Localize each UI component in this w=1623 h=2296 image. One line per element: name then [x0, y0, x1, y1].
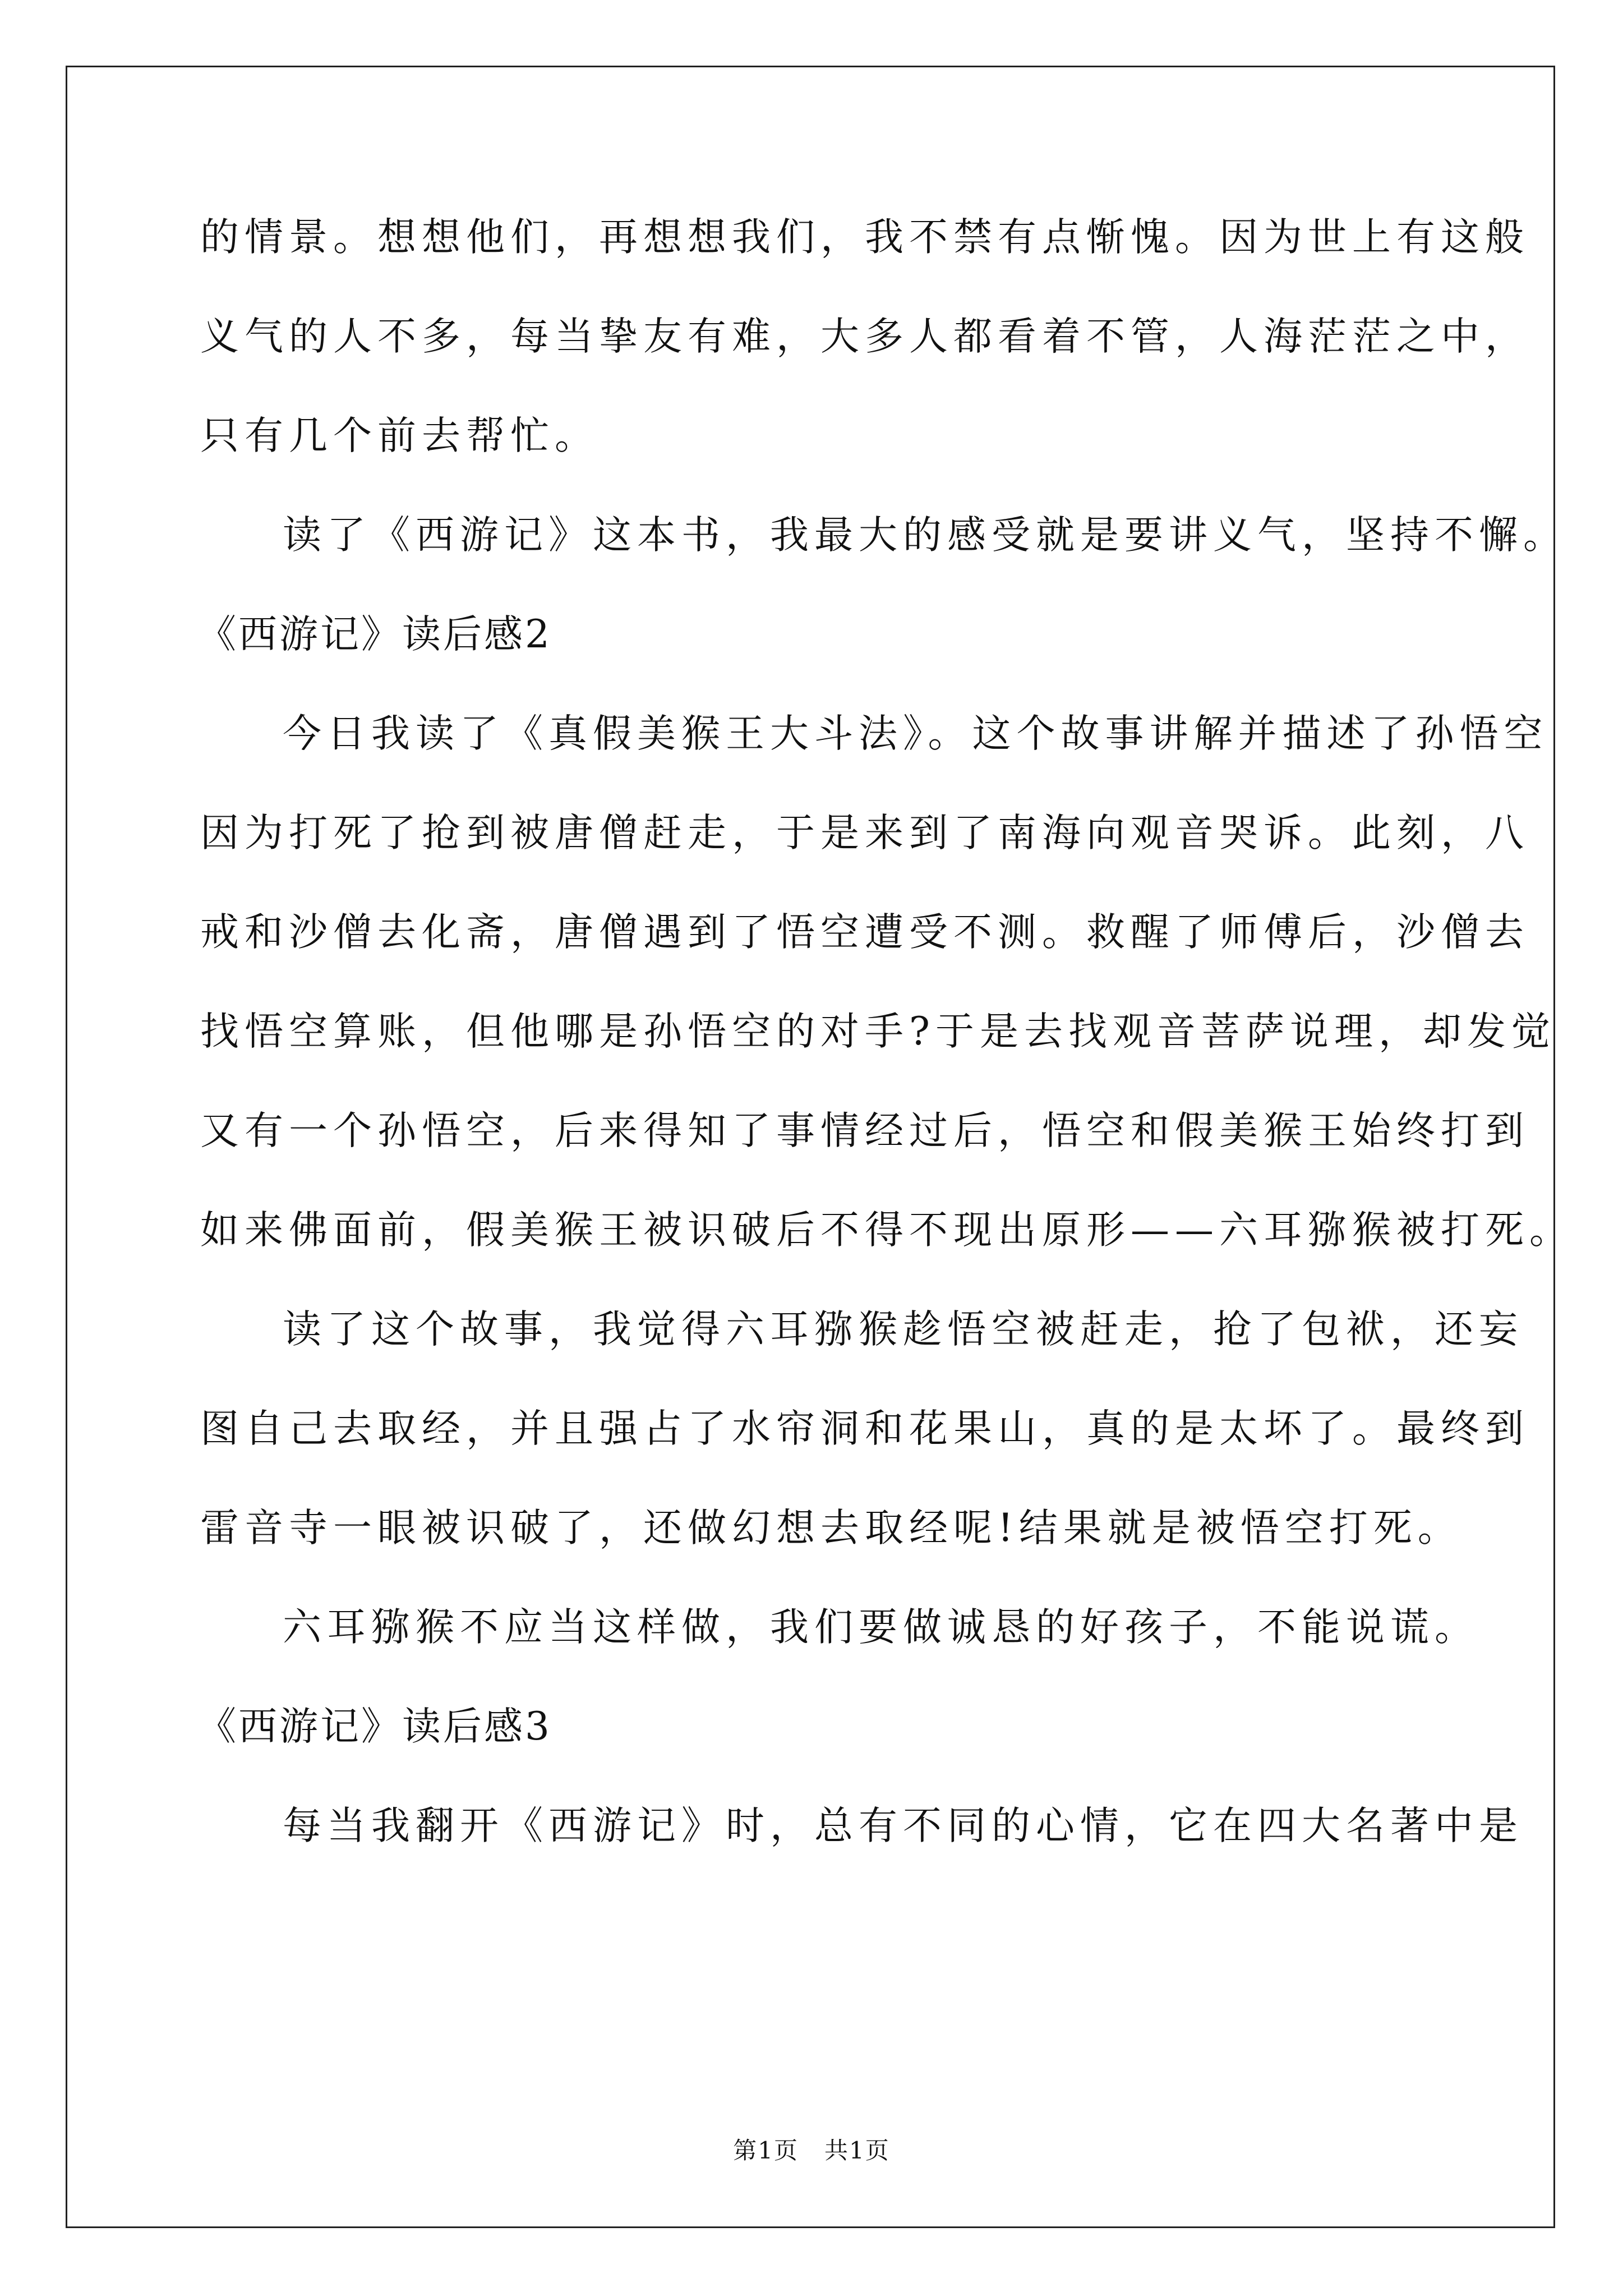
text-line-11: 如来佛面前，假美猴王被识破后不得不现出原形——六耳猕猴被打死。 — [200, 1208, 1574, 1253]
text-line-2: 义气的人不多，每当挚友有难，大多人都看着不管，人海茫茫之中， — [200, 314, 1529, 359]
page-footer: 第1页 共1页 — [733, 2137, 890, 2164]
paragraph-start-line: 读了《西游记》这本书，我最大的感受就是要讲义气，坚持不懈。 — [283, 513, 1567, 558]
paragraph-start-line: 今日我读了《真假美猴王大斗法》。这个故事讲解并描述了孙悟空 — [283, 711, 1548, 756]
text-line-14: 雷音寺一眼被识破了，还做幻想去取经呢!结果就是被悟空打死。 — [200, 1506, 1462, 1550]
section-heading-2: 《西游记》读后感2 — [197, 612, 552, 657]
text-line-13: 图自己去取经，并且强占了水帘洞和花果山，真的是太坏了。最终到 — [200, 1406, 1529, 1451]
section-heading-3: 《西游记》读后感3 — [197, 1704, 552, 1749]
paragraph-start-line: 读了这个故事，我觉得六耳猕猴趁悟空被赶走，抢了包袱，还妄 — [283, 1307, 1523, 1352]
paragraph-start-line: 六耳猕猴不应当这样做，我们要做诚恳的好孩子，不能说谎。 — [283, 1605, 1479, 1650]
text-line-9: 找悟空算账，但他哪是孙悟空的对手?于是去找观音菩萨说理，却发觉 — [200, 1009, 1556, 1054]
text-line-3: 只有几个前去帮忙。 — [200, 413, 599, 458]
text-line-10: 又有一个孙悟空，后来得知了事情经过后，悟空和假美猴王始终打到 — [200, 1108, 1529, 1153]
text-line-8: 戒和沙僧去化斋，唐僧遇到了悟空遭受不测。救醒了师傅后，沙僧去 — [200, 910, 1529, 955]
text-line-7: 因为打死了抢到被唐僧赶走，于是来到了南海向观音哭诉。此刻，八 — [200, 811, 1529, 855]
text-line-1: 的情景。想想他们，再想想我们，我不禁有点惭愧。因为世上有这般 — [200, 215, 1529, 260]
paragraph-start-line: 每当我翻开《西游记》时，总有不同的心情，它在四大名著中是 — [283, 1803, 1523, 1848]
